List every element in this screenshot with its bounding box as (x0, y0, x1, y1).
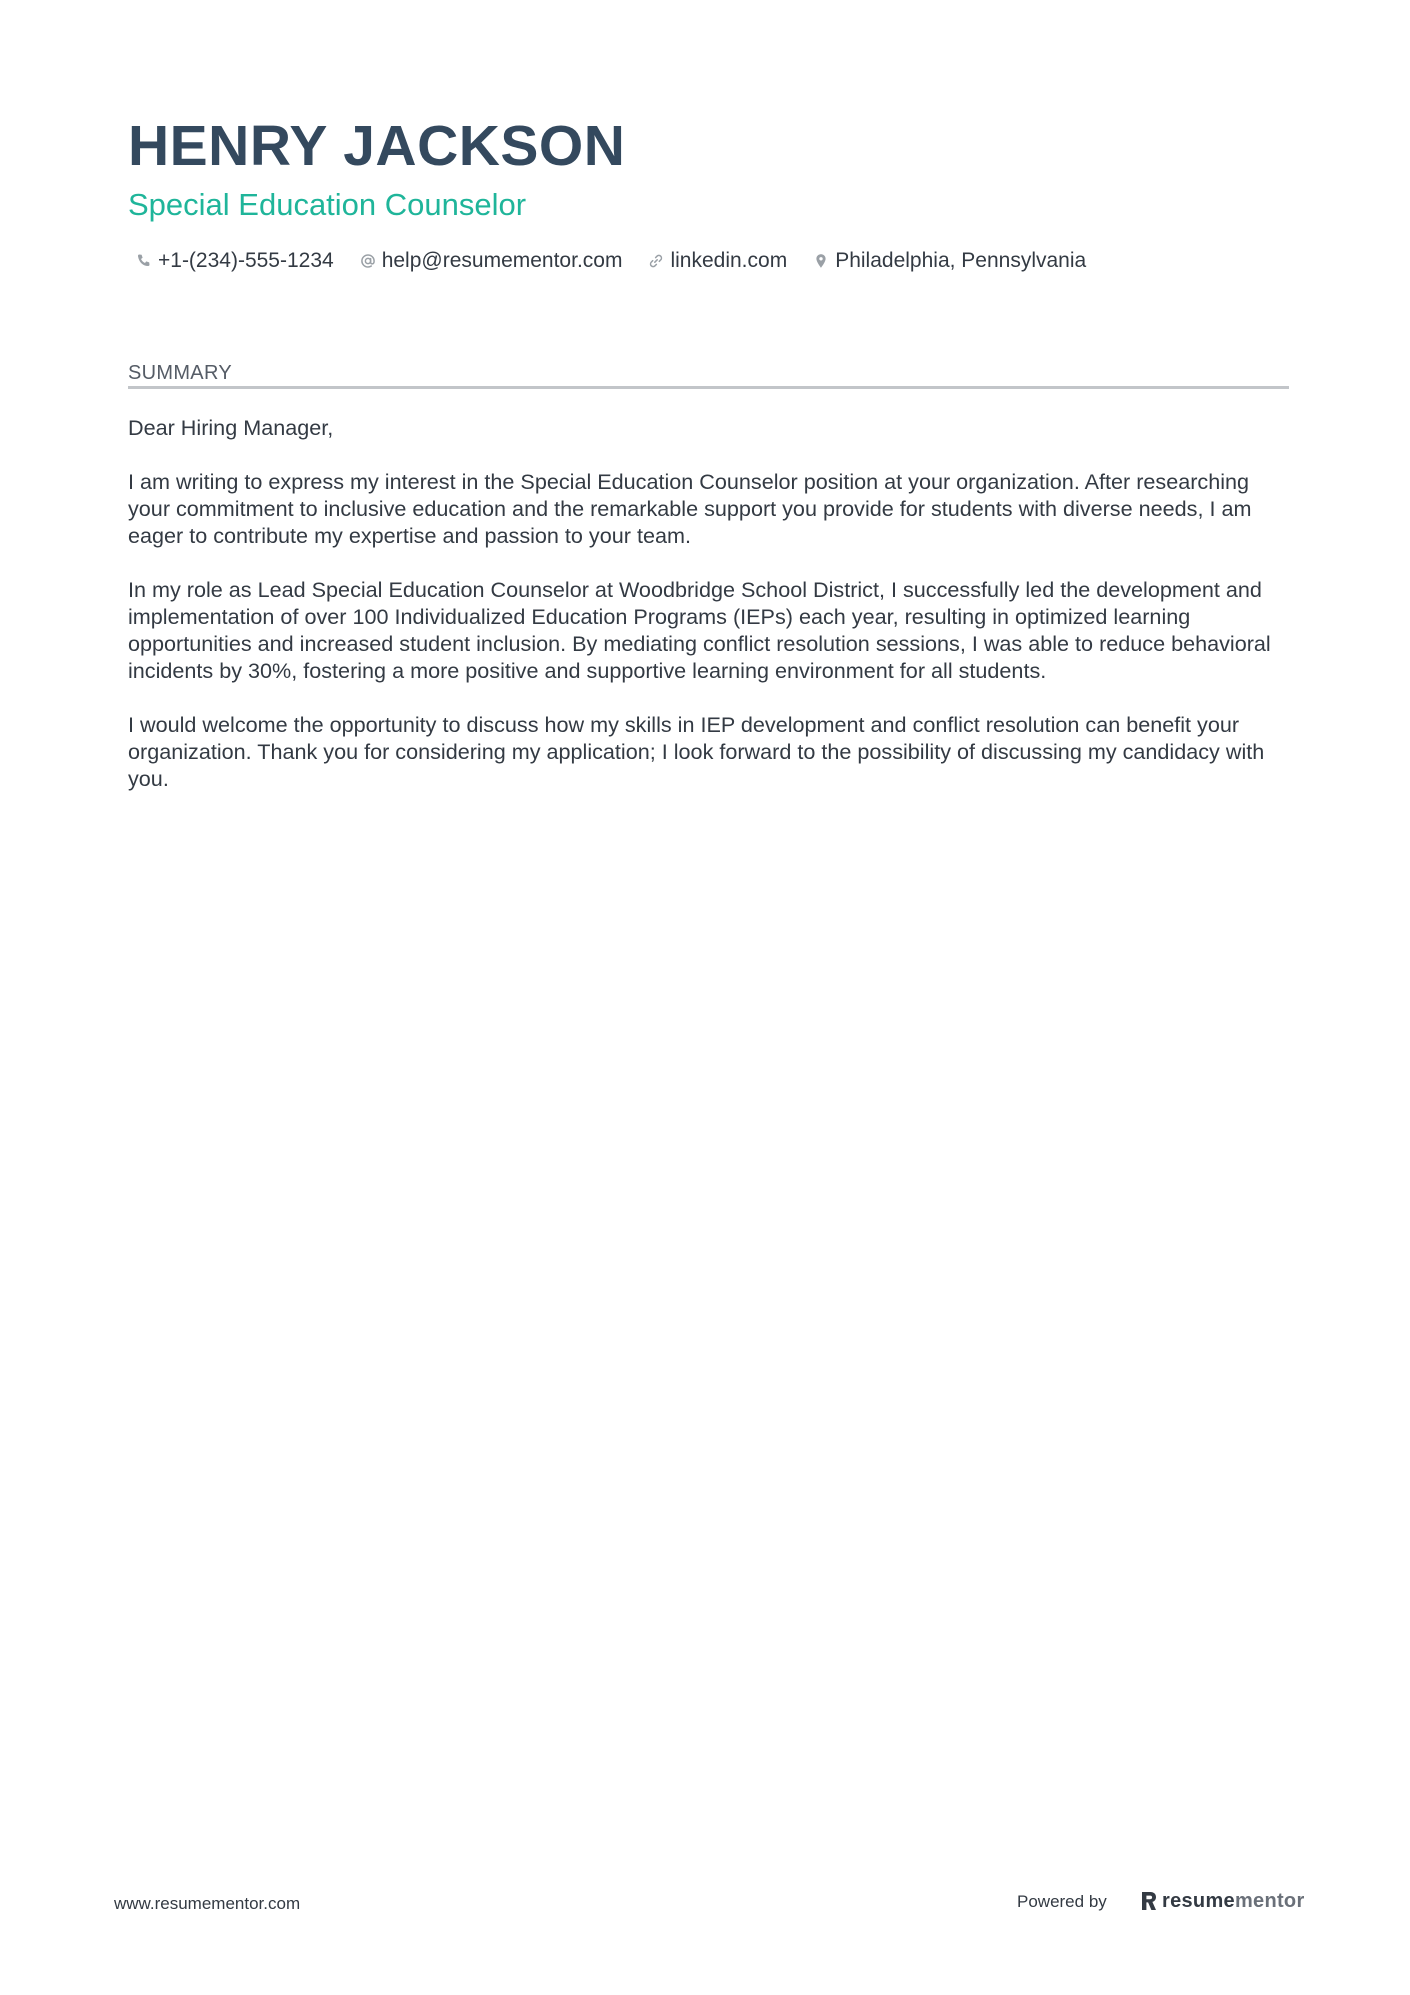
link-icon (648, 253, 664, 269)
footer-website: www.resumementor.com (114, 1894, 301, 1913)
paragraph-experience: In my role as Lead Special Education Counselor at Woodbridge School District, I successfully led the development and implementation of over 100 Individualized Education Programs (IEPs) each year, resulting in optimized learning opportunities and increased student inclusion. By mediating conflict resolution sessions, I was able to reduce behavioral incidents by 30%, fostering a more positive and supportive learning environment for all students. (128, 577, 1271, 683)
contact-phone-text: +1-(234)-555-1234 (158, 249, 334, 272)
contact-linkedin-text: linkedin.com (670, 249, 788, 272)
paragraph-closing: I would welcome the opportunity to discuss how my skills in IEP development and conflict resolution can benefit your organization. Thank you for considering my application; I look forward to the possibility of discussing my candidacy with you. (128, 712, 1265, 791)
contact-location-text: Philadelphia, Pennsylvania (835, 249, 1087, 272)
contact-email-text: help@resumementor.com (381, 249, 623, 272)
phone-icon (136, 253, 152, 269)
summary-heading: SUMMARY (128, 362, 232, 384)
section-divider (128, 386, 1289, 389)
resumementor-logo-icon (1140, 1890, 1158, 1912)
summary-body (128, 414, 1288, 819)
salutation: Dear Hiring Manager, (128, 415, 334, 440)
paragraph-intro: I am writing to express my interest in the Special Education Counselor position at your organization. After researching your commitment to inclusive education and the remarkable support you provide for students with diverse needs, I am eager to contribute my expertise and passion to your team. (128, 469, 1252, 548)
at-icon (360, 253, 376, 269)
contact-linkedin (648, 249, 787, 273)
powered-by-label: Powered by (1017, 1892, 1107, 1911)
location-pin-icon (813, 253, 829, 269)
candidate-name: HENRY JACKSON (128, 114, 626, 178)
brand-logo (1140, 1885, 1305, 1917)
contact-bar (136, 246, 1112, 276)
contact-location (813, 249, 1086, 273)
brand-word-resume: resume (1162, 1889, 1235, 1912)
contact-email (360, 249, 623, 273)
contact-phone (136, 249, 334, 273)
job-title: Special Education Counselor (128, 187, 527, 222)
brand-word-mentor: mentor (1234, 1889, 1305, 1912)
